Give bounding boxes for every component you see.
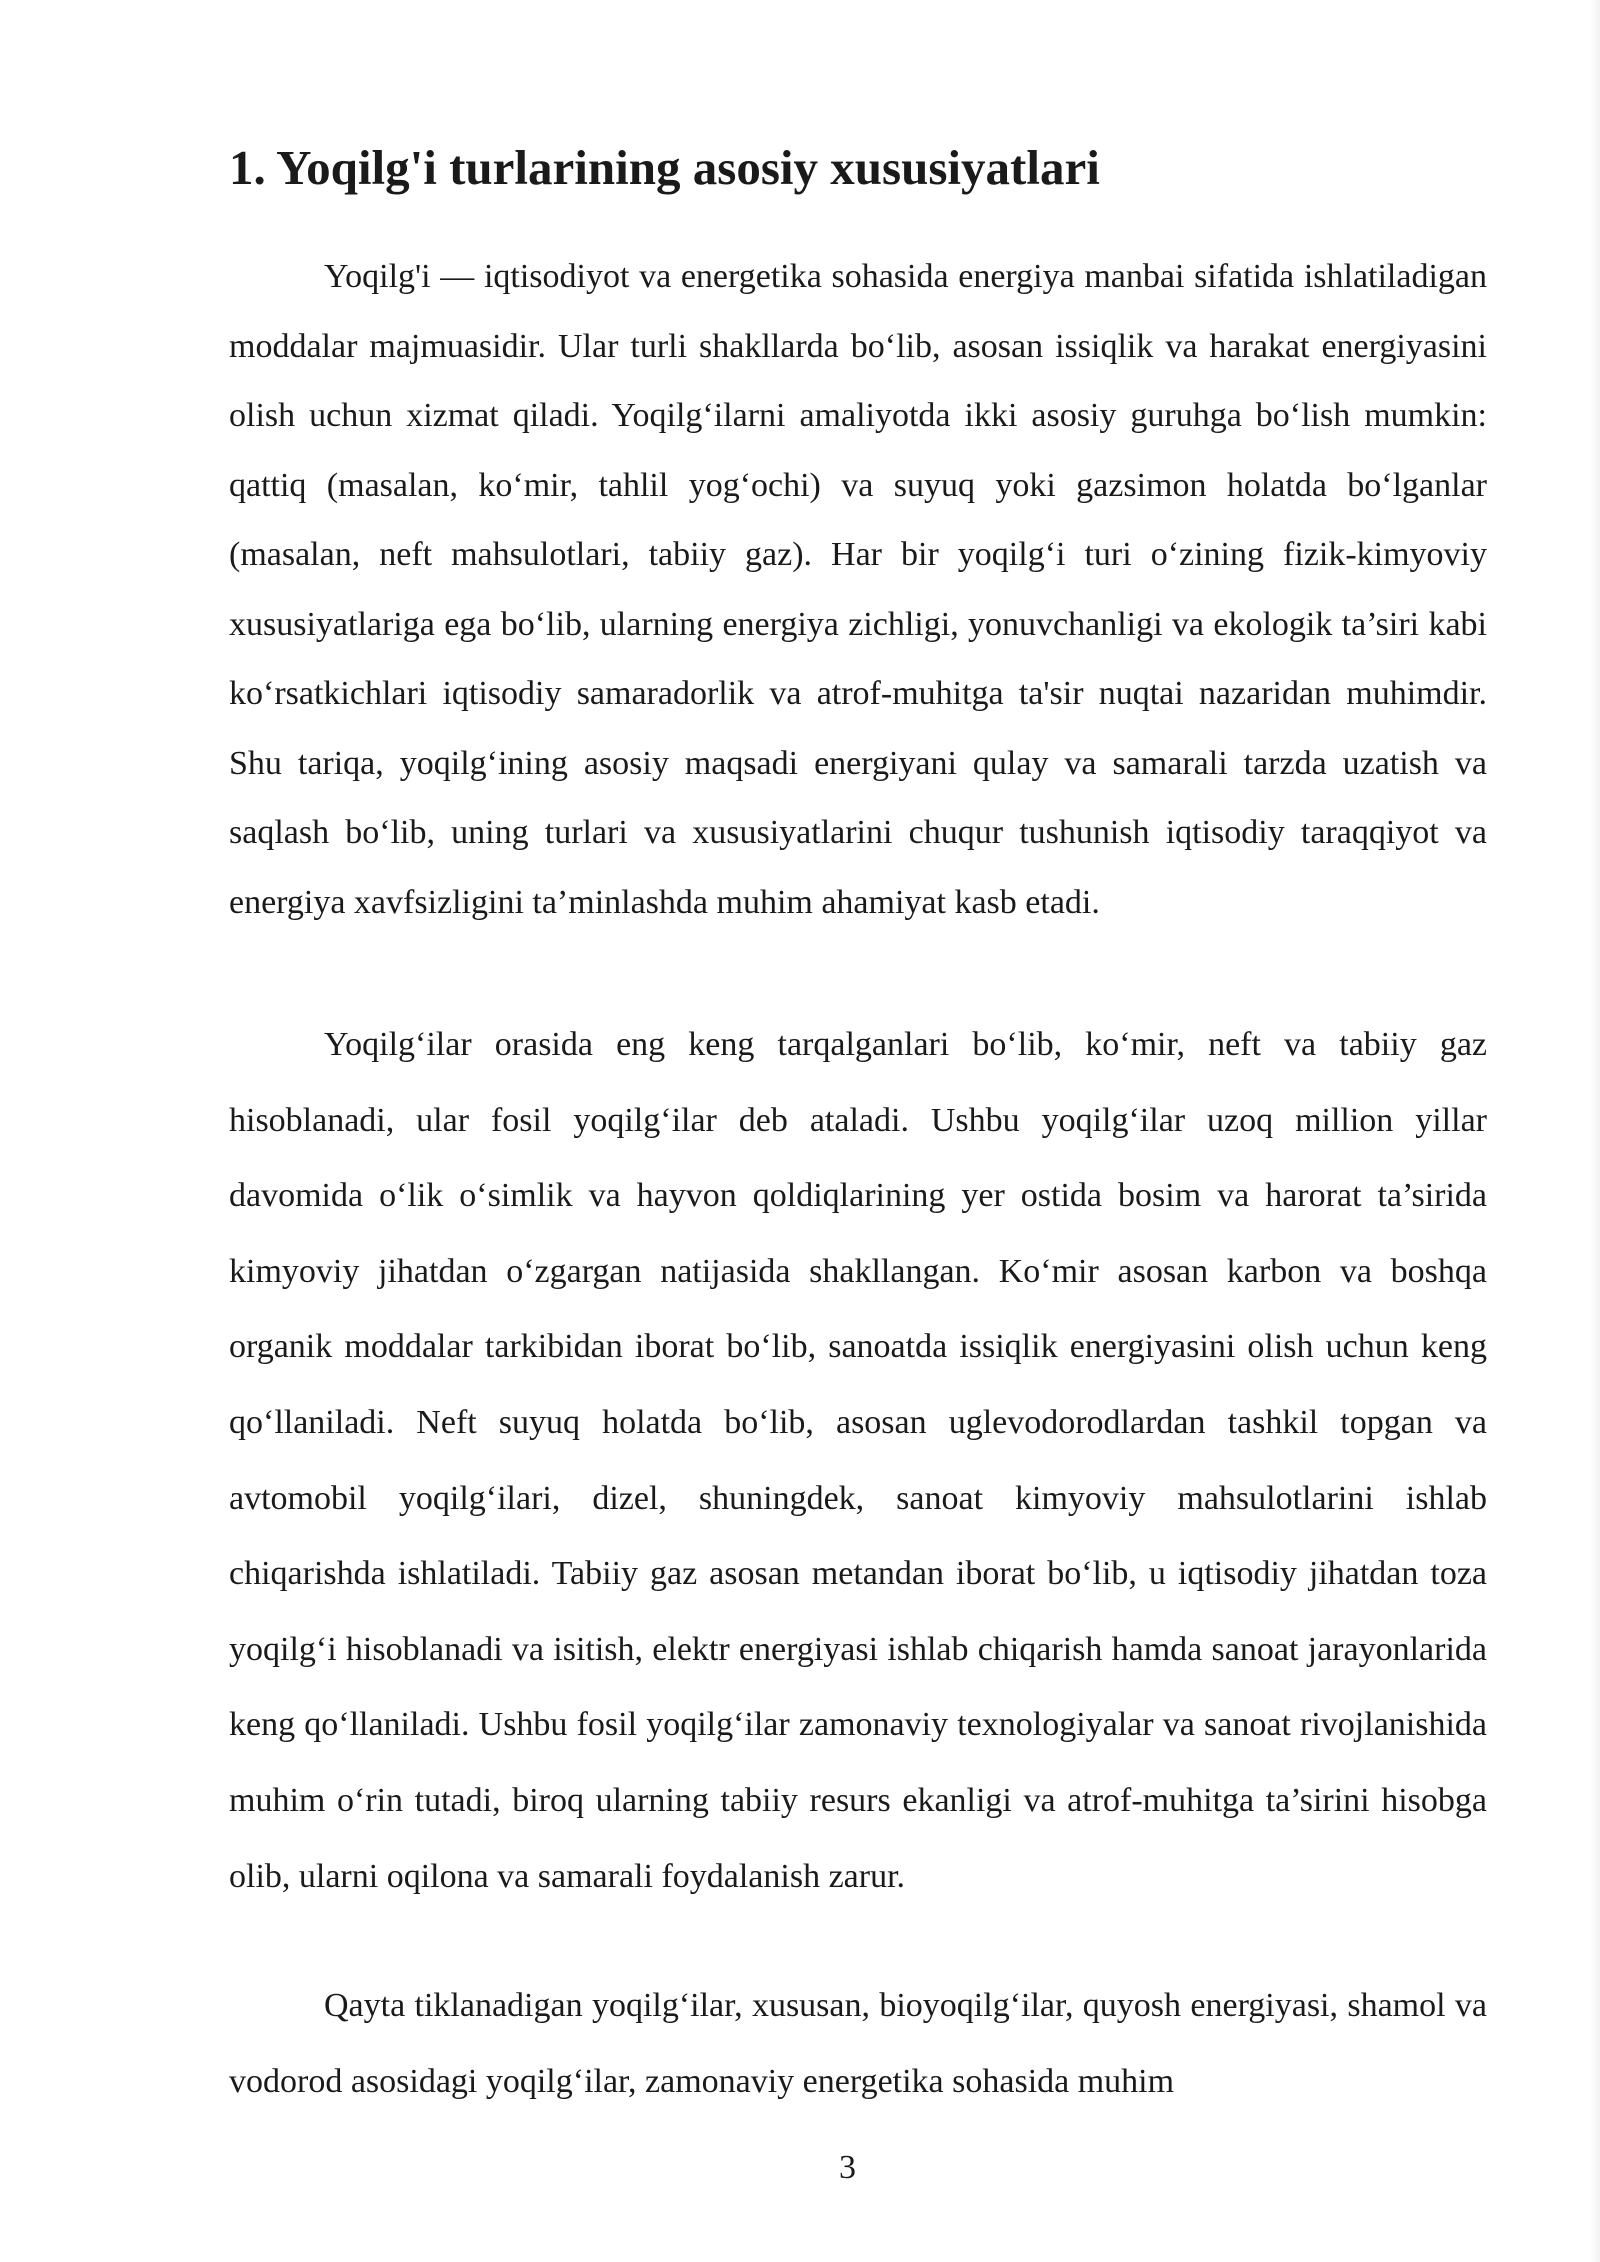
paragraph-fossil-fuels: Yoqilg‘ilar orasida eng keng tarqalganlari bo‘lib, ko‘mir, neft va tabiiy gaz hisoblanadi, ular fosil yoqilg‘ilar deb ataladi. Ushbu yoqilg‘ilar uzoq million yillar davomida o‘lik o‘simlik va hayvon qoldiqlarining yer ostida bosim va harorat ta’sirida kimyoviy jihatdan o‘zgargan natijasida shakllangan. Ko‘mir asosan karbon va boshqa organik moddalar tarkibidan iborat bo‘lib, sanoatda issiqlik energiyasini olish uchun keng qo‘llaniladi. Neft suyuq holatda bo‘lib, asosan uglevodorodlardan tashkil topgan va avtomobil yoqilg‘ilari, dizel, shuningdek, sanoat kimyoviy mahsulotlarini ishlab chiqarishda ishlatiladi. Tabiiy gaz asosan metandan iborat bo‘lib, u iqtisodiy jihatdan toza yoqilg‘i hisoblanadi va isitish, elektr energiyasi ishlab chiqarish hamda sanoat jarayonlarida keng qo‘llaniladi. Ushbu fosil yoqilg‘ilar zamonaviy texnologiyalar va sanoat rivojlanishida muhim o‘rin tutadi, biroq ularning tabiiy resurs ekanligi va atrof-muhitga ta’sirini hisobga olib, ularni oqilona va samarali foydalanish zarur.: [229, 1026, 1487, 1895]
section-heading: 1. Yoqilg'i turlarining asosiy xususiyatlari: [229, 140, 1100, 195]
paragraph-renewable-fuels: Qayta tiklanadigan yoqilg‘ilar, xususan, bioyoqilg‘ilar, quyosh energiyasi, shamol va vodorod asosidagi yoqilg‘ilar, zamonaviy energetika sohasida muhim: [229, 1987, 1487, 2100]
page-edge-shadow: [1590, 0, 1600, 2262]
page-number: 3: [839, 2149, 856, 2186]
paragraph-fuel-definition: Yoqilg'i — iqtisodiyot va energetika sohasida energiya manbai sifatida ishlatiladigan moddalar majmuasidir. Ular turli shakllarda bo‘lib, asosan issiqlik va harakat energiyasini olish uchun xizmat qiladi. Yoqilg‘ilarni amaliyotda ikki asosiy guruhga bo‘lish mumkin: qattiq (masalan, ko‘mir, tahlil yog‘ochi) va suyuq yoki gazsimon holatda bo‘lganlar (masalan, neft mahsulotlari, tabiiy gaz). Har bir yoqilg‘i turi o‘zining fizik-kimyoviy xususiyatlariga ega bo‘lib, ularning energiya zichligi, yonuvchanligi va ekologik ta’siri kabi ko‘rsatkichlari iqtisodiy samaradorlik va atrof-muhitga ta'sir nuqtai nazaridan muhimdir. Shu tariqa, yoqilg‘ining asosiy maqsadi energiyani qulay va samarali tarzda uzatish va saqlash bo‘lib, uning turlari va xususiyatlarini chuqur tushunish iqtisodiy taraqqiyot va energiya xavfsizligini ta’minlashda muhim ahamiyat kasb etadi.: [229, 258, 1487, 921]
